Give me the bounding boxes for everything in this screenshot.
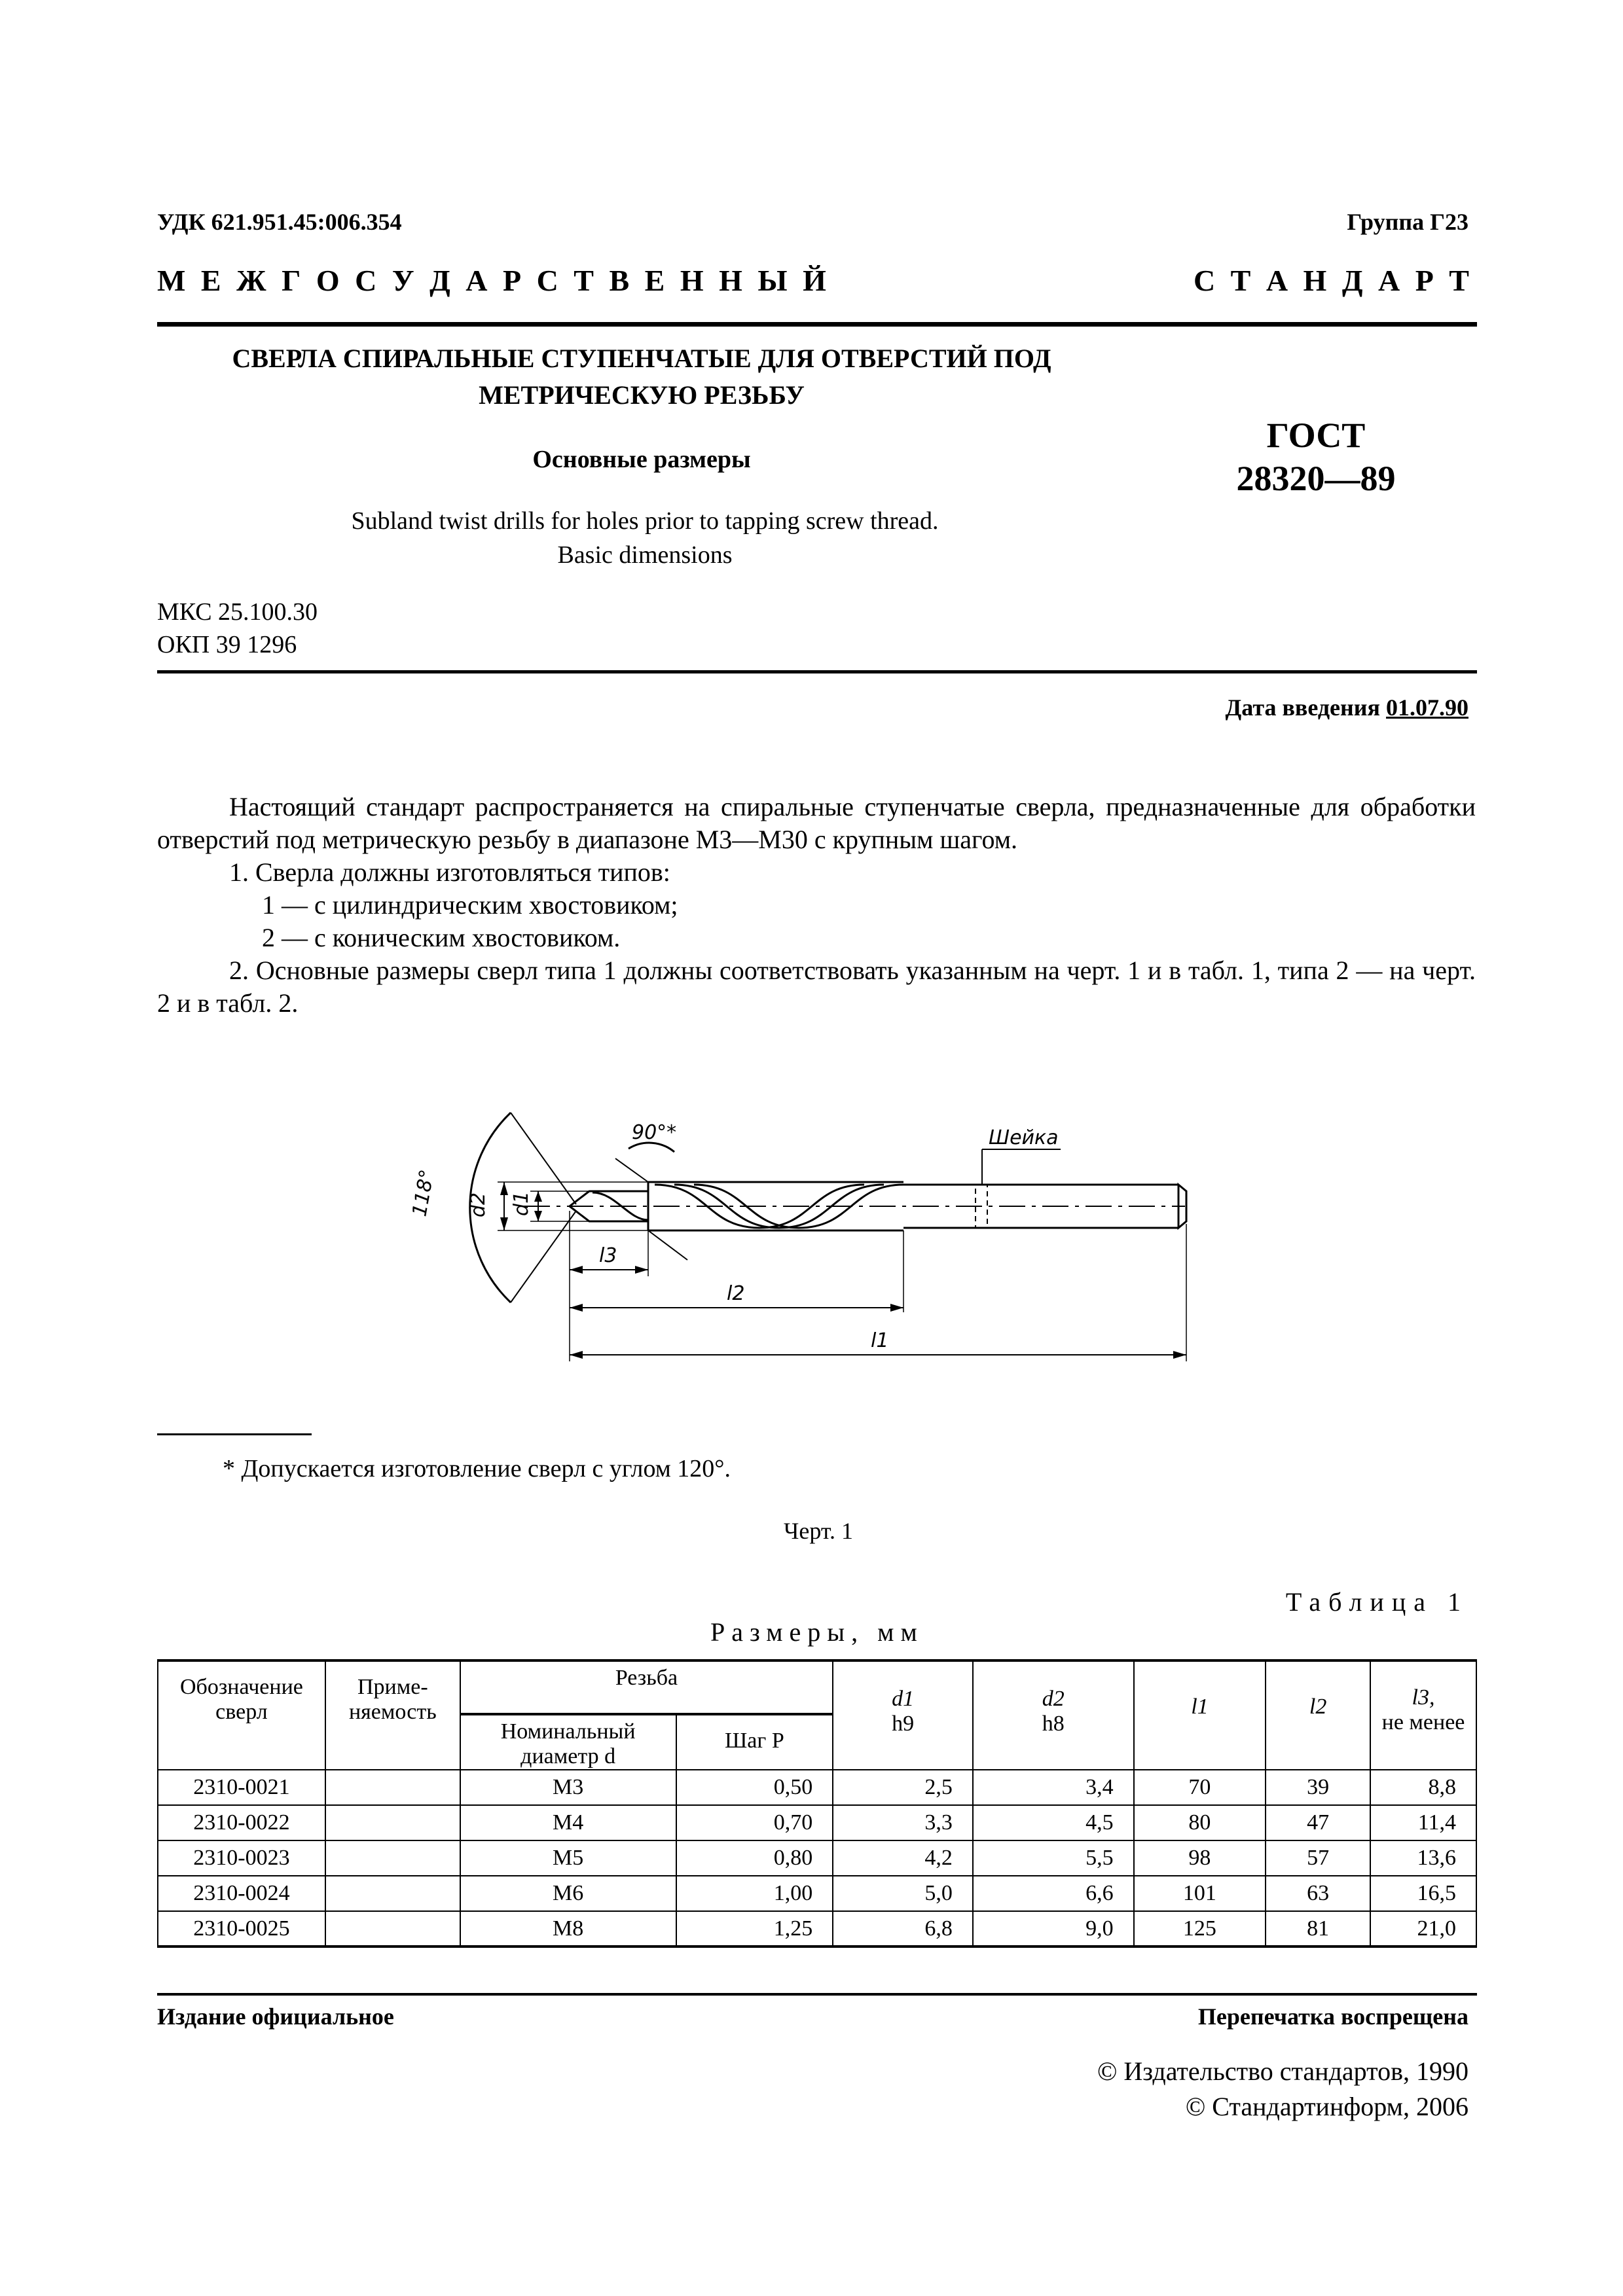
drill-point-lower bbox=[570, 1206, 648, 1221]
l3-label: l3 bbox=[599, 1244, 617, 1267]
d2-arrow-top bbox=[500, 1182, 508, 1195]
cell-l2: 63 bbox=[1266, 1876, 1370, 1911]
d2-arrow-bottom bbox=[500, 1217, 508, 1230]
body-text bbox=[157, 791, 1476, 1020]
type-2-item: 2 — с коническим хвостовиком. bbox=[262, 923, 621, 952]
table-caption: Таблица 1 bbox=[1285, 1587, 1468, 1617]
cell-l3: 16,5 bbox=[1370, 1876, 1476, 1911]
standard-word: С Т А Н Д А Р Т bbox=[1193, 264, 1473, 297]
cell-l1: 70 bbox=[1134, 1770, 1266, 1805]
document-title bbox=[157, 340, 1126, 414]
l2-label: l2 bbox=[727, 1282, 745, 1305]
l2-arrow-left bbox=[570, 1304, 583, 1312]
cell-pitch: 1,00 bbox=[676, 1876, 833, 1911]
cell-l2: 47 bbox=[1266, 1805, 1370, 1840]
header-l3-note: не менее bbox=[1381, 1710, 1465, 1734]
english-title-line-1: Subland twist drills for holes prior to tapping screw thread. bbox=[351, 507, 939, 535]
angle-90-line-2 bbox=[648, 1230, 687, 1260]
cell-l2: 39 bbox=[1266, 1770, 1370, 1805]
cell-thread: М8 bbox=[460, 1911, 676, 1946]
mks-code: МКС 25.100.30 bbox=[157, 598, 318, 626]
d1-arrow-top bbox=[534, 1191, 542, 1202]
intro-paragraph: Настоящий стандарт распространяется на спиральные ступенчатые сверла, предназначенные для обработки отверстий под метрическую резьбу в диапазоне М3—М30 с крупным шагом. bbox=[157, 792, 1476, 854]
header-d2-symbol: d2 bbox=[1042, 1687, 1065, 1711]
cell-d1: 6,8 bbox=[833, 1911, 973, 1946]
l3-arrow-left bbox=[570, 1266, 583, 1274]
angle-118-line-1 bbox=[511, 1113, 576, 1204]
okp-code: ОКП 39 1296 bbox=[157, 631, 297, 658]
l3-arrow-right bbox=[635, 1266, 648, 1274]
cell-d1: 2,5 bbox=[833, 1770, 973, 1805]
header-d1 bbox=[833, 1660, 973, 1770]
cell-d2: 9,0 bbox=[973, 1911, 1134, 1946]
cell-l1: 98 bbox=[1134, 1840, 1266, 1876]
header-d2 bbox=[973, 1660, 1134, 1770]
cell-l3: 11,4 bbox=[1370, 1805, 1476, 1840]
english-title bbox=[196, 504, 1093, 572]
effective-date-label: Дата введения bbox=[1225, 694, 1380, 721]
cell-applicability bbox=[325, 1840, 460, 1876]
d1-arrow-bottom bbox=[534, 1211, 542, 1221]
title-line-1: СВЕРЛА СПИРАЛЬНЫЕ СТУПЕНЧАТЫЕ ДЛЯ ОТВЕРСТИЙ ПОД bbox=[232, 344, 1051, 373]
cell-l1: 101 bbox=[1134, 1876, 1266, 1911]
neck-label: Шейка bbox=[989, 1126, 1059, 1149]
angle-90-arc bbox=[629, 1143, 674, 1152]
header-l3 bbox=[1370, 1660, 1476, 1770]
reprint-prohibited-note: Перепечатка воспрещена bbox=[1197, 2003, 1468, 2030]
table-row bbox=[158, 1805, 1476, 1840]
cell-l2: 81 bbox=[1266, 1911, 1370, 1946]
header-d1-symbol: d1 bbox=[892, 1687, 915, 1711]
classification-codes bbox=[157, 596, 318, 661]
cell-l1: 125 bbox=[1134, 1911, 1266, 1946]
cell-thread: М3 bbox=[460, 1770, 676, 1805]
l1-arrow-left bbox=[570, 1351, 583, 1359]
header-l3-symbol: l3, bbox=[1412, 1685, 1435, 1710]
header-designation: Обозначение сверл bbox=[158, 1660, 325, 1770]
drill-point-upper bbox=[570, 1191, 648, 1206]
footnote: * Допускается изготовление сверл с углом 120°. bbox=[223, 1455, 731, 1482]
footer-rule bbox=[157, 1993, 1477, 1996]
cell-d2: 3,4 bbox=[973, 1770, 1134, 1805]
cell-d1: 5,0 bbox=[833, 1876, 973, 1911]
cell-d1: 4,2 bbox=[833, 1840, 973, 1876]
cell-applicability bbox=[325, 1770, 460, 1805]
table-row bbox=[158, 1876, 1476, 1911]
interstate-standard-heading bbox=[157, 263, 1473, 298]
cell-applicability bbox=[325, 1876, 460, 1911]
interstate-word: М Е Ж Г О С У Д А Р С Т В Е Н Н Ы Й bbox=[157, 264, 830, 297]
header-applicability: Приме- няемость bbox=[325, 1660, 460, 1770]
cell-thread: М6 bbox=[460, 1876, 676, 1911]
l1-label: l1 bbox=[871, 1329, 889, 1352]
official-edition-note: Издание официальное bbox=[157, 2003, 394, 2030]
cell-applicability bbox=[325, 1911, 460, 1946]
effective-date bbox=[1226, 694, 1469, 721]
header-d1-tolerance: h9 bbox=[892, 1712, 915, 1736]
cell-pitch: 0,80 bbox=[676, 1840, 833, 1876]
gost-number bbox=[1192, 414, 1440, 500]
document-subtitle: Основные размеры bbox=[532, 446, 751, 473]
table-row bbox=[158, 1911, 1476, 1946]
clause-1: 1. Сверла должны изготовляться типов: bbox=[229, 857, 670, 887]
header-thread: Резьба bbox=[460, 1660, 833, 1714]
footnote-rule bbox=[157, 1433, 312, 1435]
figure-caption: Черт. 1 bbox=[784, 1518, 853, 1544]
cell-l3: 13,6 bbox=[1370, 1840, 1476, 1876]
cell-l3: 8,8 bbox=[1370, 1770, 1476, 1805]
cell-l1: 80 bbox=[1134, 1805, 1266, 1840]
l2-arrow-right bbox=[890, 1304, 903, 1312]
gost-label: ГОСТ bbox=[1266, 416, 1366, 455]
cell-l2: 57 bbox=[1266, 1840, 1370, 1876]
l1-arrow-right bbox=[1173, 1351, 1186, 1359]
copyright-line-2: © Стандартинформ, 2006 bbox=[1185, 2092, 1468, 2121]
cell-thread: М5 bbox=[460, 1840, 676, 1876]
d1-label: d1 bbox=[510, 1191, 533, 1216]
codes-rule bbox=[157, 670, 1477, 673]
header-rule bbox=[157, 322, 1477, 327]
cell-d2: 4,5 bbox=[973, 1805, 1134, 1840]
cell-pitch: 0,50 bbox=[676, 1770, 833, 1805]
angle-118-label: 118° bbox=[408, 1168, 439, 1219]
udk-code: УДК 621.951.45:006.354 bbox=[157, 209, 402, 235]
copyright bbox=[1097, 2054, 1468, 2125]
header-nominal-diameter: Номинальный диаметр d bbox=[460, 1714, 676, 1770]
table-row bbox=[158, 1770, 1476, 1805]
drill-drawing bbox=[367, 1086, 1231, 1414]
cell-l3: 21,0 bbox=[1370, 1911, 1476, 1946]
gost-code: 28320—89 bbox=[1236, 459, 1396, 498]
effective-date-value: 01.07.90 bbox=[1386, 694, 1468, 721]
dimensions-table bbox=[157, 1659, 1477, 1948]
cell-applicability bbox=[325, 1805, 460, 1840]
cell-thread: М4 bbox=[460, 1805, 676, 1840]
english-title-line-2: Basic dimensions bbox=[557, 541, 733, 569]
group-code: Группа Г23 bbox=[1347, 209, 1468, 235]
clause-2: 2. Основные размеры сверл типа 1 должны соответствовать указанным на черт. 1 и в табл. 1, типа 2 — на черт. 2 и в табл. 2. bbox=[157, 956, 1476, 1018]
header-l1: l1 bbox=[1134, 1660, 1266, 1770]
table-units: Размеры, мм bbox=[710, 1617, 924, 1647]
angle-90-label: 90°* bbox=[632, 1121, 677, 1144]
angle-90-line-1 bbox=[615, 1158, 648, 1182]
cell-code: 2310-0021 bbox=[158, 1770, 325, 1805]
cell-code: 2310-0025 bbox=[158, 1911, 325, 1946]
cell-code: 2310-0022 bbox=[158, 1805, 325, 1840]
cell-d2: 5,5 bbox=[973, 1840, 1134, 1876]
cell-pitch: 1,25 bbox=[676, 1911, 833, 1946]
cell-d2: 6,6 bbox=[973, 1876, 1134, 1911]
angle-118-line-2 bbox=[511, 1211, 576, 1302]
type-1-item: 1 — с цилиндрическим хвостовиком; bbox=[262, 890, 678, 920]
header-pitch: Шаг P bbox=[676, 1714, 833, 1770]
header-l2: l2 bbox=[1266, 1660, 1370, 1770]
d2-label: d2 bbox=[467, 1192, 490, 1217]
table-row bbox=[158, 1840, 1476, 1876]
cell-d1: 3,3 bbox=[833, 1805, 973, 1840]
header-d2-tolerance: h8 bbox=[1042, 1712, 1065, 1736]
title-line-2: МЕТРИЧЕСКУЮ РЕЗЬБУ bbox=[479, 380, 805, 410]
copyright-line-1: © Издательство стандартов, 1990 bbox=[1097, 2056, 1468, 2086]
cell-code: 2310-0024 bbox=[158, 1876, 325, 1911]
cell-pitch: 0,70 bbox=[676, 1805, 833, 1840]
cell-code: 2310-0023 bbox=[158, 1840, 325, 1876]
